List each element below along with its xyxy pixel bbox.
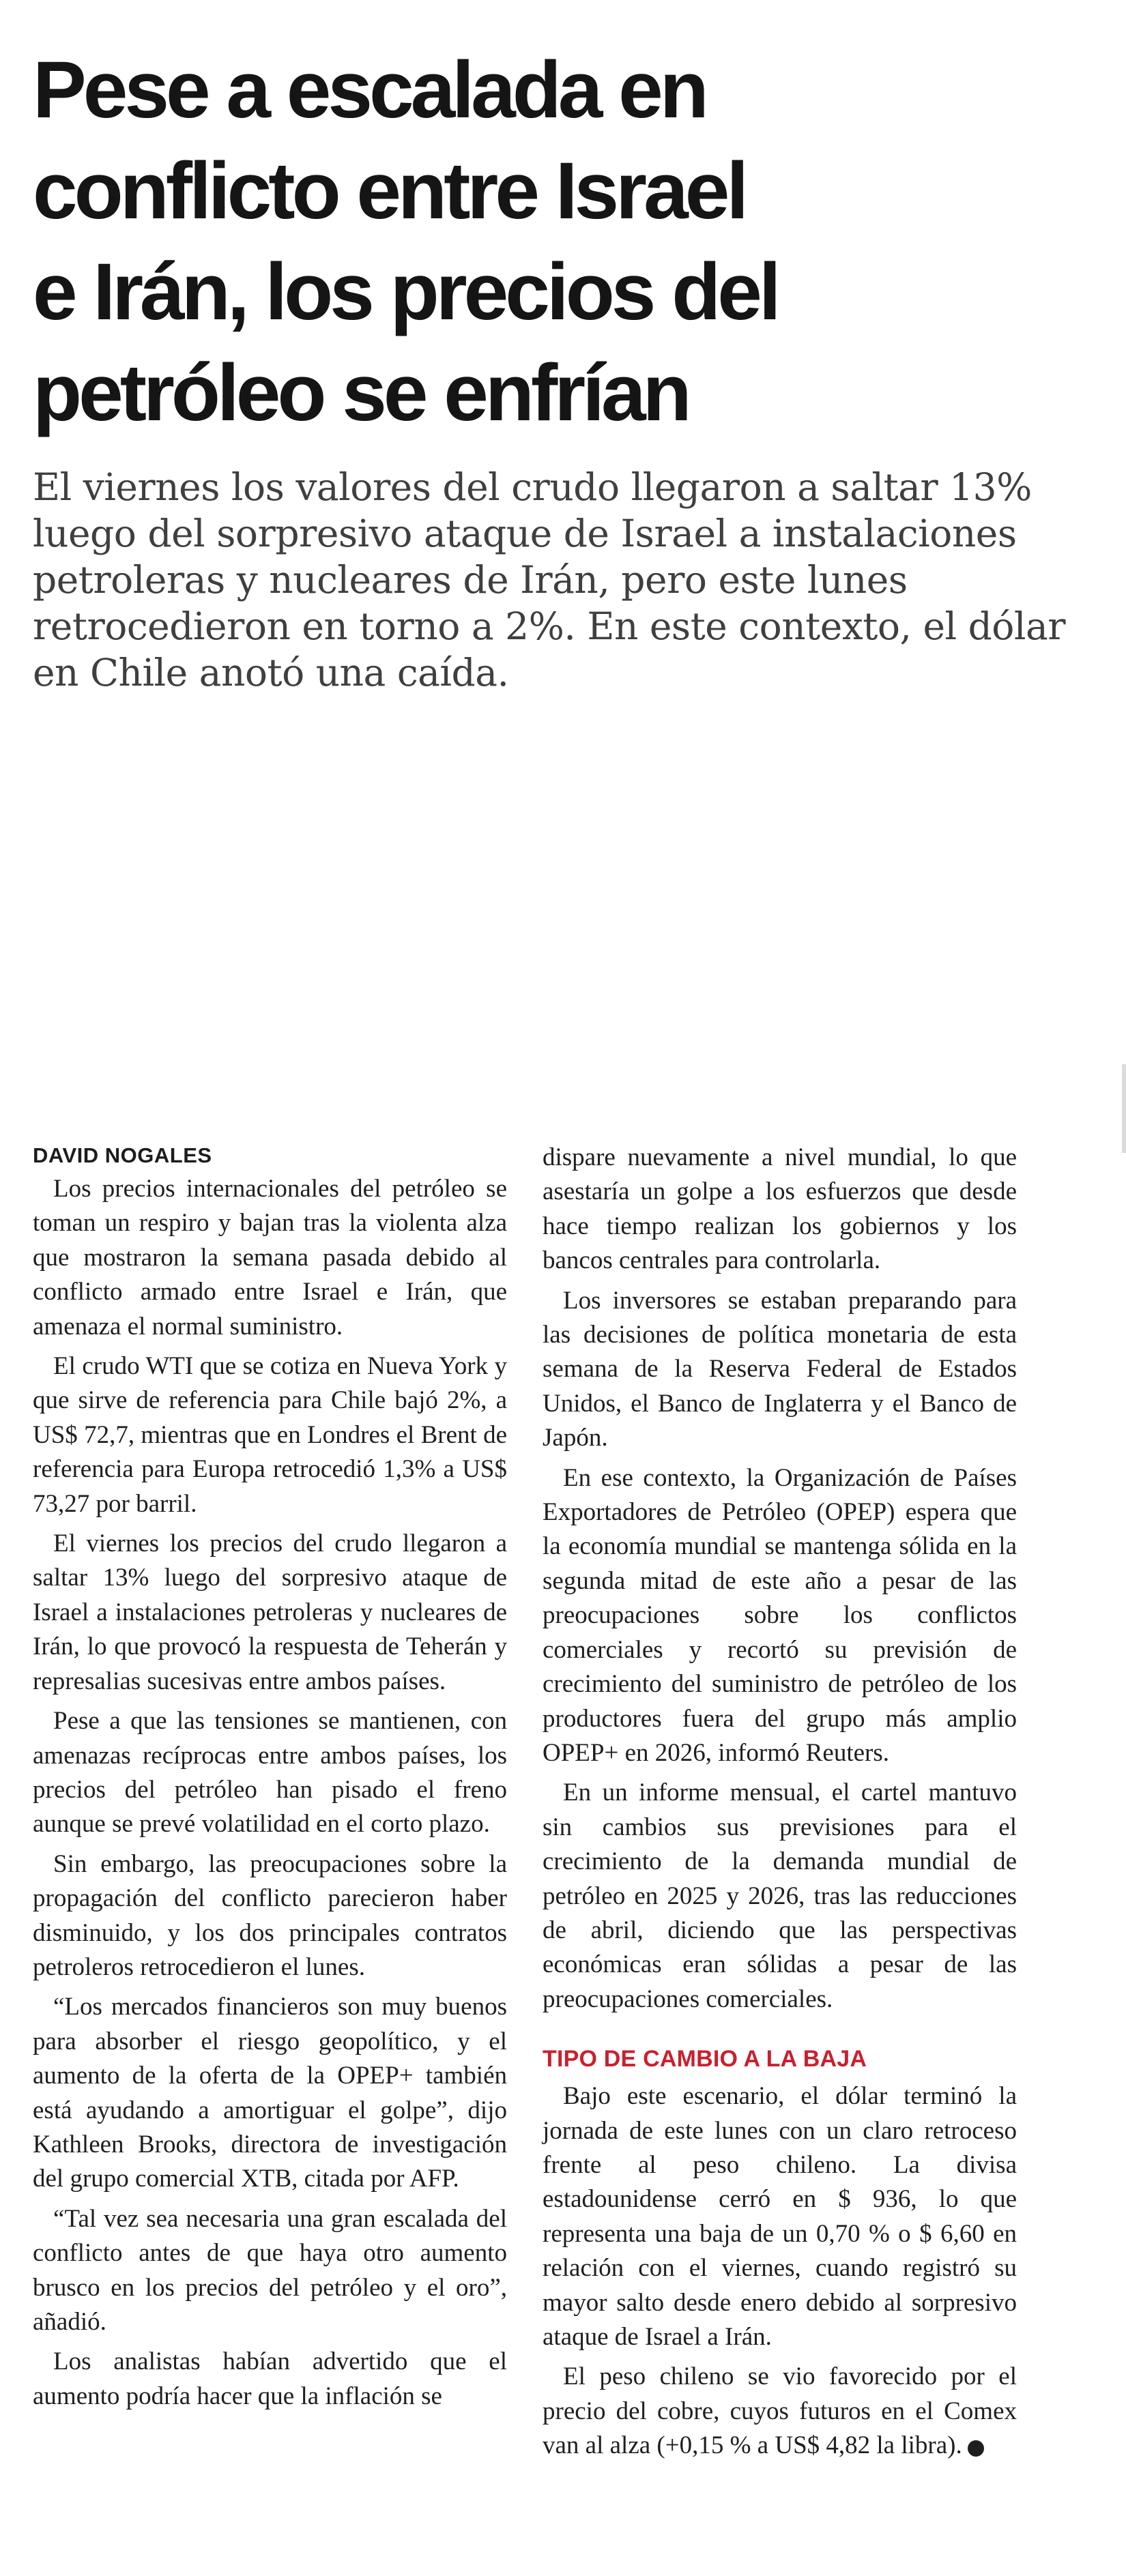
headline-line: Pese a escalada en	[33, 45, 706, 135]
lead-line: en Chile anotó una caída.	[33, 651, 509, 694]
body-paragraph: “Tal vez sea necesaria una gran escalada del conflicto antes de que haya otro aumento brusco en los precios del petróleo y el oro”, añadió.	[33, 2204, 507, 2336]
article-column-left	[33, 1141, 507, 2419]
lead-line: retrocedieron en torno a 2%. En este contexto, el dólar	[33, 604, 1066, 648]
headline	[33, 40, 988, 443]
body-paragraph-continuation: dispare nuevamente a nivel mundial, lo que asestaría un golpe a los esfuerzos que desde hace tiempo realizan los gobiernos y los bancos centrales para controlarla.	[543, 1143, 1017, 1275]
article-column-right	[543, 1141, 1017, 2469]
lead-paragraph	[33, 464, 1066, 696]
body-paragraph: Sin embargo, las preocupaciones sobre la propagación del conflicto parecieron haber disminuido, y los dos principales contratos petroleros retrocedieron el lunes.	[33, 1849, 507, 1981]
body-paragraph: En ese contexto, la Organización de Países Exportadores de Petróleo (OPEP) espera que la economía mundial se mantenga sólida en la segunda mitad de este año a pesar de las preocupaciones sobre los conflictos comerciales y recortó su previsión de crecimiento del suministro de petróleo de los productores fuera del grupo más amplio OPEP+ en 2026, informó Reuters.	[543, 1463, 1017, 1767]
body-paragraph: Los analistas habían advertido que el aumento podría hacer que la inflación se	[33, 2347, 507, 2410]
headline-line: petróleo se enfrían	[33, 348, 689, 438]
body-paragraph: “Los mercados financieros son muy buenos para absorber el riesgo geopolítico, y el aumento de la oferta de la OPEP+ también está ayudando a amortiguar el golpe”, dijo Kathleen Brooks, directora de investigación del grupo comercial XTB, citada por AFP.	[33, 1993, 507, 2193]
body-paragraph-final	[543, 2360, 1017, 2463]
body-paragraph: En un informe mensual, el cartel mantuvo sin cambios sus previsiones para el crecimiento de la demanda mundial de petróleo en 2025 y 2026, tras las reducciones de abril, diciendo que las perspectivas económicas eran sólidas a pesar de las preocupaciones comerciales.	[543, 1779, 1017, 2013]
headline-line: e Irán, los precios del	[33, 247, 778, 337]
body-paragraph: El crudo WTI que se cotiza en Nueva York y que sirve de referencia para Chile bajó 2%, a US$ 72,7, mientras que en Londres el Brent de referencia para Europa retrocedió 1,3% a US$ 73,27 por barril.	[33, 1352, 507, 1518]
end-of-article-icon: P	[968, 2440, 984, 2457]
headline-line: conflicto entre Israel	[33, 146, 746, 236]
body-paragraph: El viernes los precios del crudo llegaron a saltar 13% luego del sorpresivo ataque de Israel a instalaciones petroleras y nucleares de Irán, lo que provocó la respuesta de Teherán y represalias sucesivas entre ambos países.	[33, 1530, 507, 1695]
lead-line: El viernes los valores del crudo llegaron a saltar 13%	[33, 465, 1032, 509]
body-paragraph: Bajo este escenario, el dólar terminó la jornada de este lunes con un claro retroceso frente al peso chileno. La divisa estadounidense cerró en $ 936, lo que representa una baja de un 0,70 % o $ 6,60 en relación con el viernes, cuando registró su mayor salto desde enero debido al sorpresivo ataque de Israel a Irán.	[543, 2082, 1017, 2351]
author-byline: DAVID NOGALES	[33, 1143, 212, 1167]
body-paragraph: Los inversores se estaban preparando para las decisiones de política monetaria de esta semana de la Reserva Federal de Estados Unidos, el Banco de Inglaterra y el Banco de Japón.	[543, 1286, 1017, 1452]
body-paragraph: Los precios internacionales del petróleo se toman un respiro y bajan tras la violenta alza que mostraron la semana pasada debido al conflicto armado entre Israel e Irán, que amenaza el normal suministro.	[33, 1175, 507, 1341]
body-paragraph: Pese a que las tensiones se mantienen, con amenazas recíprocas entre ambos países, los precios del petróleo han pisado el freno aunque se prevé volatilidad en el corto plazo.	[33, 1707, 507, 1839]
lead-line: petroleras y nucleares de Irán, pero este lunes	[33, 558, 908, 602]
section-subhead: TIPO DE CAMBIO A LA BAJA	[543, 2046, 867, 2073]
page-edge-shadow	[1122, 1064, 1126, 1153]
lead-line: luego del sorpresivo ataque de Israel a instalaciones	[33, 512, 1017, 555]
body-paragraph-text: El peso chileno se vio favorecido por el precio del cobre, cuyos futuros en el Comex van al alza (+0,15 % a US$ 4,82 la libra).	[543, 2362, 1017, 2460]
